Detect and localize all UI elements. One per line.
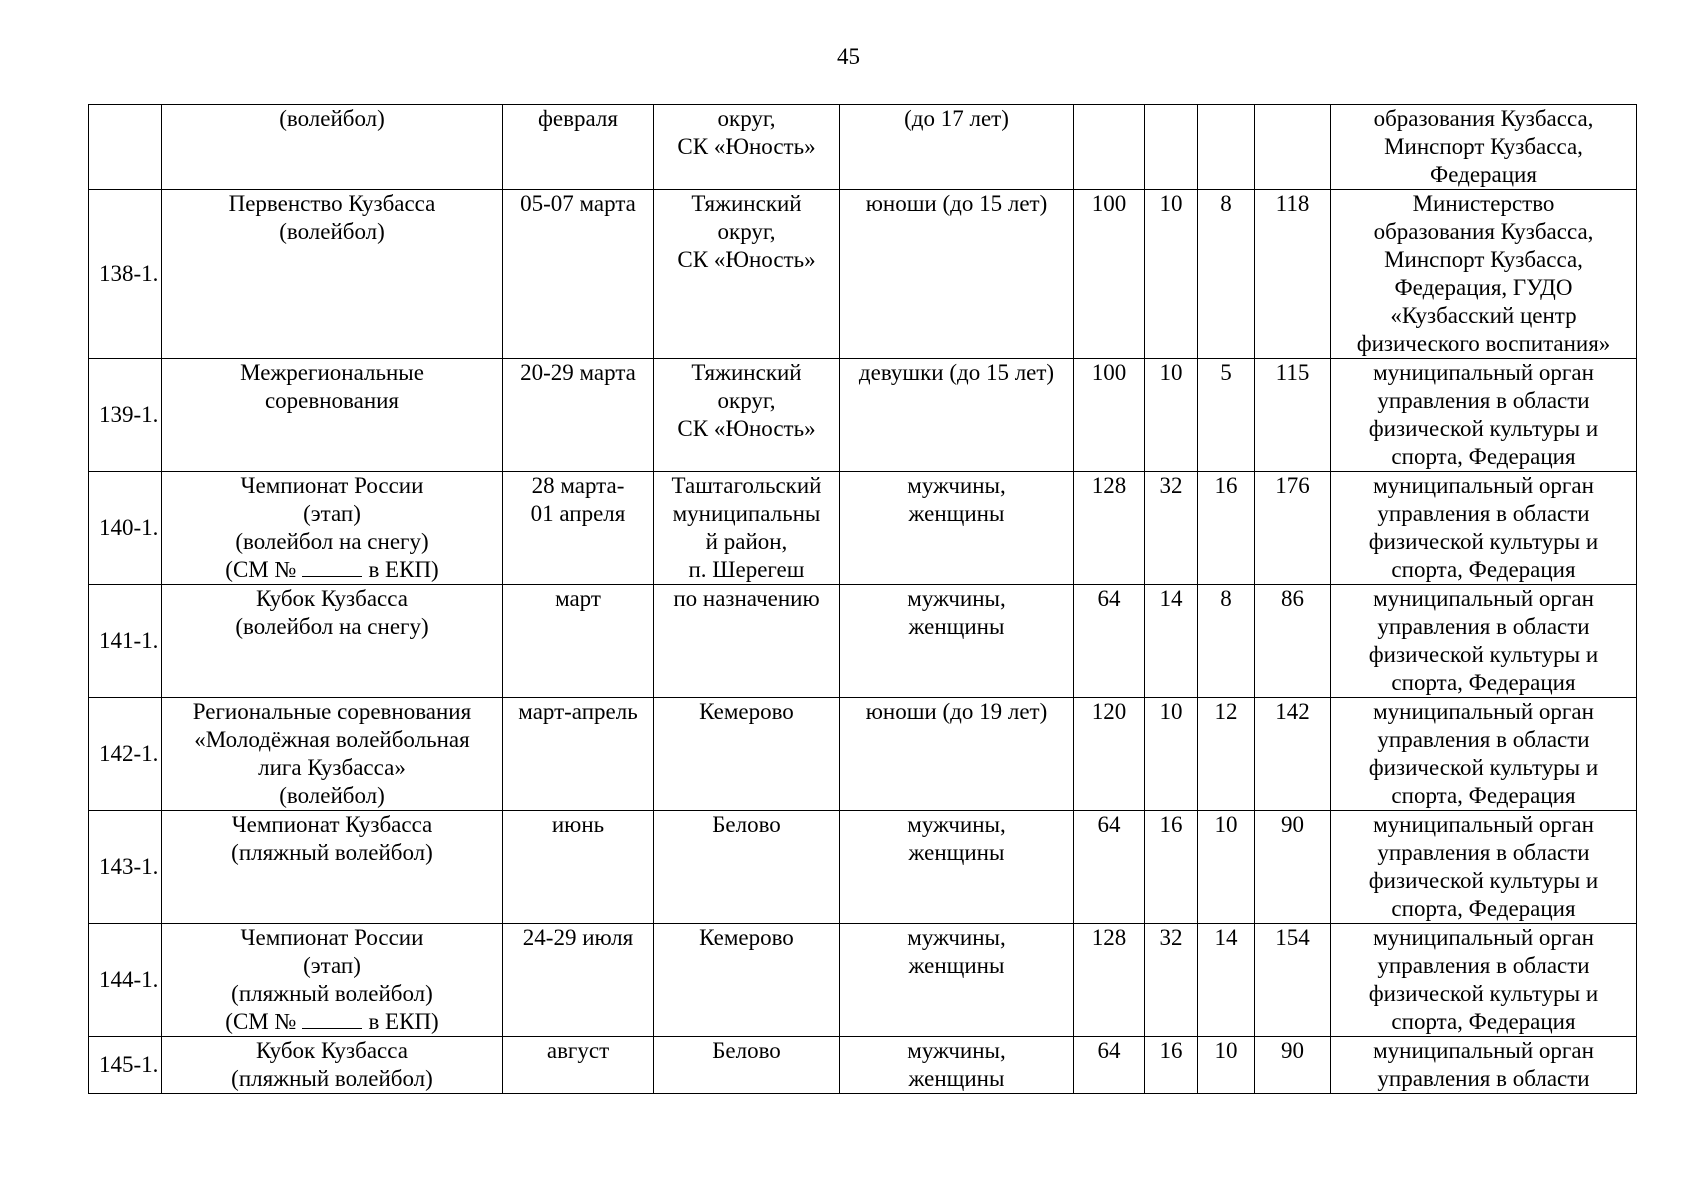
- cell-participants: [840, 585, 1074, 698]
- cell-organizer: [1331, 105, 1637, 190]
- cell-place: [654, 698, 840, 811]
- cell-participants: [840, 811, 1074, 924]
- table-row: [89, 811, 1637, 924]
- cell-count-total: [1255, 105, 1331, 190]
- cell-count-judges: [1198, 105, 1255, 190]
- cell-count-coaches-text: 10: [1159, 191, 1183, 216]
- table-row: [89, 105, 1637, 190]
- cell-event: [162, 585, 503, 698]
- cell-organizer-text: Министерство образования Кузбасса, Минспорт Кузбасса, Федерация, ГУДО «Кузбасский центр физического воспитания»: [1356, 191, 1611, 356]
- cell-count-coaches-text: 10: [1159, 699, 1183, 724]
- cell-count-judges-text: 14: [1214, 925, 1238, 950]
- cell-date-text: март: [555, 586, 601, 611]
- cell-date: [503, 698, 654, 811]
- cell-number-text: 142-1.: [99, 741, 159, 766]
- cell-organizer-text: муниципальный орган управления в области физической культуры и спорта, Федерация: [1368, 360, 1599, 469]
- cell-place: [654, 359, 840, 472]
- cell-number-text: 145-1.: [99, 1052, 159, 1077]
- cell-event-text: Чемпионат России (этап) (пляжный волейбол): [231, 925, 433, 1006]
- cell-organizer-text: муниципальный орган управления в области физической культуры и спорта, Федерация: [1368, 586, 1599, 695]
- cell-event: [162, 698, 503, 811]
- sm-prefix: (СМ №: [225, 557, 297, 582]
- cell-count-total-text: 86: [1281, 586, 1304, 611]
- cell-count-athletes-text: 64: [1097, 1038, 1121, 1063]
- cell-participants-text: (до 17 лет): [904, 106, 1009, 131]
- cell-place-text: Тяжинский округ, СК «Юность»: [677, 360, 816, 441]
- cell-count-athletes: [1074, 585, 1145, 698]
- cell-number-text: 144-1.: [99, 967, 159, 992]
- cell-number-text: 138-1.: [99, 261, 159, 286]
- cell-event-text: Региональные соревнования «Молодёжная волейбольная лига Кузбасса» (волейбол): [192, 699, 472, 808]
- cell-date: [503, 105, 654, 190]
- cell-event: [162, 924, 503, 1037]
- cell-participants: [840, 924, 1074, 1037]
- cell-number: [89, 105, 162, 190]
- cell-date: [503, 472, 654, 585]
- cell-organizer: [1331, 190, 1637, 359]
- table-row: [89, 698, 1637, 811]
- cell-event-text: Кубок Кузбасса (пляжный волейбол): [231, 1038, 433, 1091]
- sm-number-blank: [302, 1008, 362, 1029]
- cell-date-text: 05-07 марта: [520, 191, 636, 216]
- cell-organizer: [1331, 811, 1637, 924]
- cell-place: [654, 811, 840, 924]
- cell-count-athletes-text: 128: [1091, 473, 1127, 498]
- cell-count-judges: [1198, 359, 1255, 472]
- cell-count-total: [1255, 924, 1331, 1037]
- cell-count-judges-text: 10: [1214, 812, 1238, 837]
- cell-count-total-text: 118: [1275, 191, 1310, 216]
- cell-place: [654, 190, 840, 359]
- cell-participants-text: юноши (до 19 лет): [865, 699, 1048, 724]
- cell-number-text: 141-1.: [99, 628, 159, 653]
- cell-count-coaches-text: 16: [1159, 1038, 1183, 1063]
- cell-count-total-text: 142: [1275, 699, 1310, 724]
- cell-event: [162, 359, 503, 472]
- cell-count-athletes: [1074, 698, 1145, 811]
- cell-count-athletes: [1074, 359, 1145, 472]
- cell-organizer-text: муниципальный орган управления в области физической культуры и спорта, Федерация: [1368, 473, 1599, 582]
- cell-place: [654, 105, 840, 190]
- cell-date-text: 24-29 июля: [522, 925, 634, 950]
- cell-count-total-text: 154: [1275, 925, 1310, 950]
- cell-participants: [840, 105, 1074, 190]
- cell-count-judges: [1198, 190, 1255, 359]
- cell-place-text: Белово: [712, 1038, 781, 1063]
- cell-count-athletes: [1074, 811, 1145, 924]
- cell-place: [654, 585, 840, 698]
- cell-count-athletes: [1074, 105, 1145, 190]
- sm-number-line: [164, 1008, 500, 1036]
- cell-count-total: [1255, 359, 1331, 472]
- cell-number: [89, 585, 162, 698]
- cell-participants: [840, 698, 1074, 811]
- cell-count-athletes-text: 128: [1091, 925, 1127, 950]
- cell-count-coaches: [1145, 190, 1198, 359]
- sm-suffix: в ЕКП): [368, 557, 439, 582]
- cell-date-text: март-апрель: [518, 699, 638, 724]
- cell-place-text: Тяжинский округ, СК «Юность»: [677, 191, 816, 272]
- cell-number: [89, 698, 162, 811]
- cell-date-text: август: [546, 1038, 610, 1063]
- cell-count-athletes: [1074, 472, 1145, 585]
- cell-count-coaches-text: 14: [1159, 586, 1183, 611]
- events-table: [88, 104, 1637, 1094]
- sm-prefix: (СМ №: [225, 1009, 297, 1034]
- cell-place-text: Кемерово: [699, 699, 794, 724]
- cell-count-coaches-text: 16: [1159, 812, 1183, 837]
- cell-count-coaches-text: 10: [1159, 360, 1183, 385]
- cell-event-text: Межрегиональные соревнования: [240, 360, 424, 413]
- cell-event: [162, 105, 503, 190]
- cell-count-total-text: 176: [1275, 473, 1310, 498]
- cell-event-text: Первенство Кузбасса (волейбол): [228, 191, 436, 244]
- cell-number: [89, 1037, 162, 1094]
- table-row: [89, 1037, 1637, 1094]
- cell-count-athletes: [1074, 190, 1145, 359]
- cell-place-text: по назначению: [673, 586, 820, 611]
- cell-place-text: Таштагольский муниципальны й район, п. Шерегеш: [671, 473, 822, 582]
- cell-date-text: 28 марта- 01 апреля: [530, 473, 626, 526]
- cell-participants: [840, 1037, 1074, 1094]
- table-row: [89, 190, 1637, 359]
- cell-participants-text: юноши (до 15 лет): [865, 191, 1048, 216]
- cell-organizer: [1331, 1037, 1637, 1094]
- cell-organizer-text: муниципальный орган управления в области физической культуры и спорта, Федерация: [1368, 699, 1599, 808]
- cell-participants: [840, 190, 1074, 359]
- cell-count-coaches: [1145, 105, 1198, 190]
- cell-participants-text: мужчины, женщины: [907, 812, 1006, 865]
- cell-count-total: [1255, 472, 1331, 585]
- cell-count-total-text: 115: [1275, 360, 1310, 385]
- table-row: [89, 924, 1637, 1037]
- cell-event-text: Чемпионат Кузбасса (пляжный волейбол): [231, 812, 433, 865]
- cell-date: [503, 811, 654, 924]
- cell-date: [503, 1037, 654, 1094]
- sm-suffix: в ЕКП): [368, 1009, 439, 1034]
- sm-number-blank: [302, 556, 362, 577]
- cell-count-total: [1255, 1037, 1331, 1094]
- cell-count-judges-text: 8: [1220, 191, 1232, 216]
- cell-count-coaches: [1145, 1037, 1198, 1094]
- cell-count-athletes: [1074, 1037, 1145, 1094]
- cell-count-total: [1255, 585, 1331, 698]
- cell-date: [503, 585, 654, 698]
- cell-event-text: (волейбол): [279, 106, 385, 131]
- cell-participants: [840, 359, 1074, 472]
- cell-participants-text: девушки (до 15 лет): [858, 360, 1055, 385]
- cell-count-coaches-text: 32: [1159, 925, 1183, 950]
- cell-date-text: февраля: [538, 106, 618, 131]
- cell-date-text: июнь: [551, 812, 605, 837]
- cell-count-coaches: [1145, 472, 1198, 585]
- cell-count-judges-text: 8: [1220, 586, 1232, 611]
- cell-participants-text: мужчины, женщины: [907, 925, 1006, 978]
- cell-organizer: [1331, 472, 1637, 585]
- cell-participants-text: мужчины, женщины: [907, 586, 1006, 639]
- cell-place: [654, 1037, 840, 1094]
- cell-date-text: 20-29 марта: [520, 360, 636, 385]
- cell-organizer-text: муниципальный орган управления в области физической культуры и спорта, Федерация: [1368, 812, 1599, 921]
- cell-organizer: [1331, 359, 1637, 472]
- cell-count-judges-text: 16: [1214, 473, 1238, 498]
- cell-count-athletes-text: 100: [1091, 360, 1127, 385]
- cell-count-judges: [1198, 924, 1255, 1037]
- cell-count-judges: [1198, 472, 1255, 585]
- cell-date: [503, 359, 654, 472]
- table-row: [89, 472, 1637, 585]
- cell-event: [162, 811, 503, 924]
- cell-organizer-text: муниципальный орган управления в области: [1373, 1038, 1594, 1091]
- cell-number: [89, 472, 162, 585]
- cell-count-athletes-text: 64: [1097, 586, 1121, 611]
- cell-count-athletes-text: 120: [1091, 699, 1127, 724]
- table-row: [89, 585, 1637, 698]
- cell-count-judges: [1198, 811, 1255, 924]
- cell-place-text: округ, СК «Юность»: [677, 106, 816, 159]
- cell-place: [654, 472, 840, 585]
- cell-count-judges-text: 12: [1214, 699, 1238, 724]
- cell-count-athletes: [1074, 924, 1145, 1037]
- cell-number: [89, 924, 162, 1037]
- cell-event: [162, 190, 503, 359]
- cell-number-text: 143-1.: [99, 854, 159, 879]
- cell-number: [89, 811, 162, 924]
- cell-count-total: [1255, 190, 1331, 359]
- cell-count-judges-text: 5: [1220, 360, 1232, 385]
- cell-count-judges-text: 10: [1214, 1038, 1238, 1063]
- cell-date: [503, 924, 654, 1037]
- cell-count-judges: [1198, 1037, 1255, 1094]
- page-number: 45: [837, 44, 860, 69]
- cell-event: [162, 1037, 503, 1094]
- cell-count-athletes-text: 64: [1097, 812, 1121, 837]
- cell-event: [162, 472, 503, 585]
- cell-organizer: [1331, 585, 1637, 698]
- cell-organizer-text: образования Кузбасса, Минспорт Кузбасса, Федерация: [1373, 106, 1594, 187]
- cell-count-total: [1255, 698, 1331, 811]
- cell-participants-text: мужчины, женщины: [907, 473, 1006, 526]
- cell-count-total-text: 90: [1281, 812, 1304, 837]
- cell-count-coaches: [1145, 811, 1198, 924]
- cell-count-total: [1255, 811, 1331, 924]
- cell-organizer-text: муниципальный орган управления в области физической культуры и спорта, Федерация: [1368, 925, 1599, 1034]
- sm-number-line: [164, 556, 500, 584]
- cell-place-text: Белово: [712, 812, 781, 837]
- cell-number: [89, 190, 162, 359]
- cell-count-coaches: [1145, 698, 1198, 811]
- cell-organizer: [1331, 924, 1637, 1037]
- cell-number: [89, 359, 162, 472]
- cell-event-text: Чемпионат России (этап) (волейбол на снегу): [235, 473, 429, 554]
- cell-participants: [840, 472, 1074, 585]
- cell-date: [503, 190, 654, 359]
- cell-count-coaches: [1145, 585, 1198, 698]
- cell-count-coaches-text: 32: [1159, 473, 1183, 498]
- cell-count-coaches: [1145, 924, 1198, 1037]
- table-row: [89, 359, 1637, 472]
- cell-number-text: 139-1.: [99, 402, 159, 427]
- cell-event-text: Кубок Кузбасса (волейбол на снегу): [235, 586, 429, 639]
- cell-place-text: Кемерово: [699, 925, 794, 950]
- cell-participants-text: мужчины, женщины: [907, 1038, 1006, 1091]
- cell-count-coaches: [1145, 359, 1198, 472]
- cell-count-judges: [1198, 585, 1255, 698]
- cell-organizer: [1331, 698, 1637, 811]
- cell-number-text: 140-1.: [99, 515, 159, 540]
- cell-place: [654, 924, 840, 1037]
- cell-count-total-text: 90: [1281, 1038, 1304, 1063]
- cell-count-athletes-text: 100: [1091, 191, 1127, 216]
- cell-count-judges: [1198, 698, 1255, 811]
